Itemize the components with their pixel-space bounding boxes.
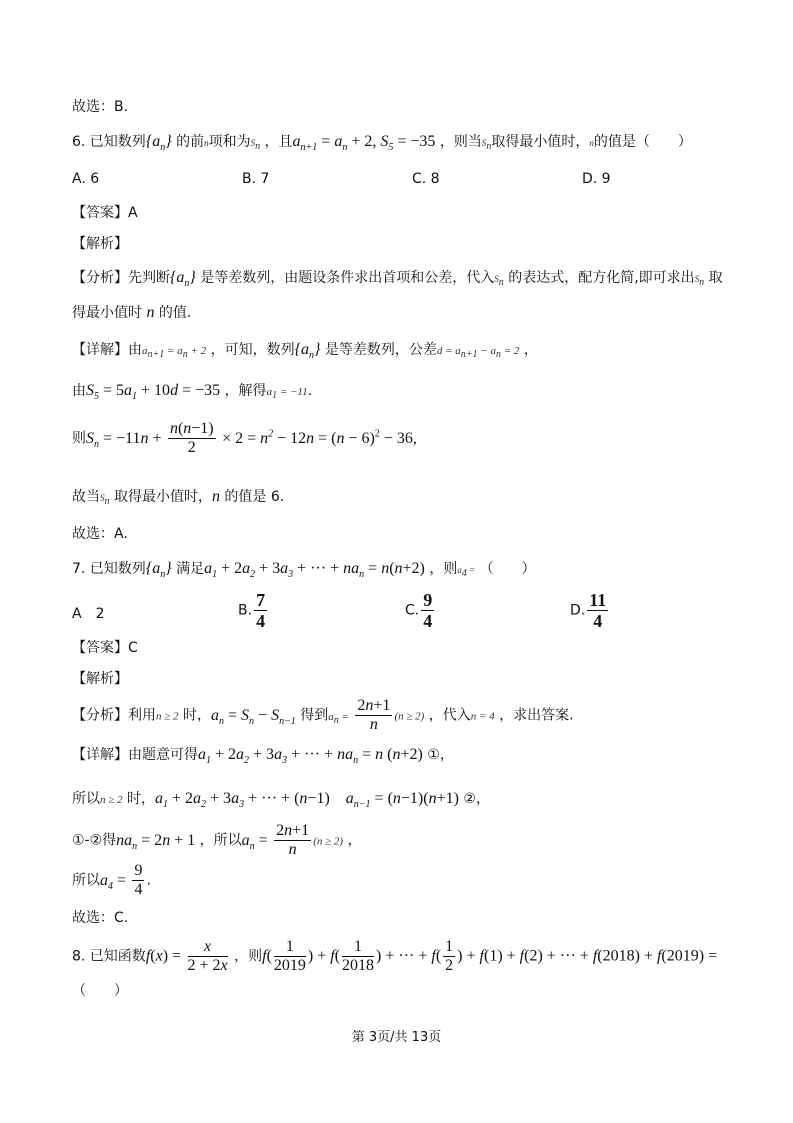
- text: 【分析】利用: [72, 707, 156, 724]
- q6-select: [72, 523, 128, 543]
- question-8-stem: 8. 已知函数f(x) = $\frac{x}{2 + 2x}$ ，则f( $\frac{1}{2019}$ ) + f( $\frac{1}{2018}$ ) + ··· + f( $\frac{1}{2}$ ) + f(1) + f(2) + ··· + f(2018) + f(2019) =: [72, 938, 718, 974]
- text: .: [307, 383, 313, 399]
- text: 所以: [72, 791, 100, 807]
- text: 取得最小值时，: [491, 134, 590, 150]
- text: A. 6: [72, 171, 100, 187]
- text: 项和为: [208, 134, 251, 150]
- page-footer: 第 3页/共 13页: [351, 1030, 442, 1045]
- fraction: $\frac{1}{2018}$: [342, 938, 375, 974]
- text: ，: [347, 832, 362, 849]
- text: 时，: [127, 791, 155, 807]
- text: A 2: [72, 606, 105, 622]
- text: 取: [708, 270, 723, 286]
- fraction: $\frac{11}{4}$: [589, 590, 607, 631]
- q8-paren: [72, 980, 128, 1000]
- option-c: [412, 171, 440, 187]
- option-a: [72, 603, 104, 623]
- fraction: $\frac{7}{4}$: [256, 590, 266, 631]
- q-number: 8. 已知函数: [72, 948, 146, 965]
- text: ，则当: [439, 134, 482, 150]
- previous-answer-line: [72, 96, 128, 116]
- text: B.: [238, 602, 253, 619]
- q7-diff: ①-②得$na_n = 2n + 1$ ，所以$a_n$ = 2n+1 n (n ≥ 2) ，: [72, 822, 362, 858]
- answer-label: [72, 637, 138, 657]
- option-c: [405, 590, 436, 631]
- q6-sn-formula: 则$S_n = -11n$ + $\frac{n(n-1)}{2}$ × $2 = n^2 - 12n = (n - 6)^2 - 36$,: [72, 420, 417, 456]
- analysis-label: [72, 233, 128, 253]
- text: 取得最小值时，: [113, 489, 212, 505]
- text: ，可知，数列: [210, 342, 295, 358]
- text: C. 8: [412, 171, 440, 187]
- text: （ ）: [479, 561, 536, 577]
- answer-label: [72, 202, 138, 222]
- q6-s5: 由$S_5 = 5a_1 + 10d = -35$ ，解得$a_1 = -11$.: [72, 382, 313, 403]
- text: （ ）: [72, 983, 128, 999]
- text: 故当: [72, 489, 100, 505]
- text: ①，: [427, 747, 454, 763]
- fraction: $\frac{9}{4}$: [423, 590, 433, 631]
- option-b: [238, 590, 269, 631]
- text: 【答案】C: [72, 640, 138, 656]
- text: 【详解】由: [72, 342, 142, 358]
- option-d: [582, 171, 611, 187]
- text: 则: [72, 430, 86, 447]
- text: 【答案】A: [72, 205, 138, 221]
- text: ，求出答案.: [499, 707, 574, 724]
- text: .: [146, 872, 151, 889]
- text: 得最小值时: [72, 305, 142, 321]
- fraction: $\frac{1}{2}$: [445, 938, 454, 974]
- q-number: 7. 已知数列: [72, 561, 146, 577]
- text: 【分析】先判断: [72, 270, 170, 286]
- q6-analysis-cont: 得最小值时 n 的值.: [72, 304, 192, 321]
- fraction: $\frac{n(n-1)}{2}$: [169, 420, 214, 456]
- fraction: $\frac{1}{2019}$: [273, 938, 306, 974]
- text: ，且: [264, 134, 293, 150]
- text: 故选：B.: [72, 99, 129, 115]
- text: 【解析】: [72, 236, 128, 252]
- q7-a4: 所以$a_4$ = $\frac{9}{4}$ .: [72, 862, 151, 898]
- text: 故选：A.: [72, 526, 128, 542]
- text: 由: [72, 383, 86, 399]
- text: 【详解】由题意可得: [72, 747, 198, 763]
- text: ，: [523, 342, 538, 358]
- text: ，解得: [224, 383, 267, 399]
- text: ①-②得: [72, 832, 117, 849]
- q6-analysis: 【分析】先判断$\{a_n\}$ 是等差数列，由题设条件求出首项和公差，代入$S_n$ 的表达式，配方化简,即可求出$S_n$ 取: [72, 269, 723, 290]
- text: 时，: [183, 707, 211, 724]
- text: 得到: [300, 707, 329, 724]
- text: D. 9: [582, 171, 611, 187]
- text: 的前: [176, 134, 205, 150]
- fraction: 2n+1 n: [357, 697, 391, 733]
- text: ，则: [234, 948, 263, 965]
- text: 的值.: [158, 305, 192, 321]
- text: ，则: [429, 561, 458, 577]
- fraction: 2n+1 n: [276, 822, 310, 858]
- text: 故选：C.: [72, 910, 129, 926]
- q7-select: [72, 907, 128, 927]
- option-d: [570, 590, 610, 631]
- text: 满足: [176, 561, 205, 577]
- question-7-stem: 7. 已知数列$\{a_n\}$ 满足$a_1 + 2a_2 + 3a_3$ + ··· + $na_n = n(n+2)$ ，则$a_4$ = （ ）: [72, 560, 536, 581]
- fraction: $\frac{x}{2 + 2x}$: [187, 938, 228, 974]
- q6-detail: 【详解】由$a_{n+1} = a_n + 2$ ，可知，数列$\{a_n\}$ 是等差数列，公差$d = a_{n+1} - a_n = 2$ ，: [72, 341, 538, 362]
- q-number: 6. 已知数列: [72, 134, 146, 150]
- text: ，所以: [199, 832, 242, 849]
- q7-analysis: 【分析】利用n ≥ 2 时，$a_n = S_n - S_{n-1}$ 得到$a_n$ = 2n+1 n (n ≥ 2) ，代入n = 4 ，求出答案.: [72, 697, 574, 733]
- q7-detail: 【详解】由题意可得$a_1 + 2a_2 + 3a_3$ + ··· + $na_n = n$ (n+2) ①，: [72, 746, 454, 767]
- fraction: $\frac{9}{4}$: [134, 862, 143, 898]
- text: 的值是（ ）: [593, 134, 692, 150]
- option-a: [72, 171, 99, 187]
- text: 【解析】: [72, 671, 128, 687]
- text: ②，: [463, 791, 490, 807]
- question-6-stem: 6. 已知数列$\{a_n\}$ 的前n项和为$S_n$ ，且$a_{n+1} = a_n + 2$, $S_5 = -35$ ，则当$S_n$取得最小值时，n的值是（ ）: [72, 133, 692, 154]
- text: 是等差数列，公差: [324, 342, 437, 358]
- analysis-label: [72, 668, 128, 688]
- text: 的表达式，配方化简,即可求出: [508, 270, 695, 286]
- option-b: [242, 171, 269, 187]
- text: B. 7: [242, 171, 270, 187]
- text: 所以: [72, 872, 100, 889]
- text: D.: [570, 602, 586, 619]
- text: C.: [405, 602, 420, 619]
- text: 的值是 6.: [224, 489, 285, 505]
- q6-conclusion: 故当$S_n$ 取得最小值时，n 的值是 6.: [72, 488, 285, 507]
- text: ，代入: [428, 707, 471, 724]
- text: 是等差数列，由题设条件求出首项和公差，代入: [200, 270, 495, 286]
- q7-so: 所以n ≥ 2 时，$a_1 + 2a_2 + 3a_3$ + ··· + (n−1) $a_{n-1} = (n-1)(n+1)$ ②，: [72, 790, 490, 811]
